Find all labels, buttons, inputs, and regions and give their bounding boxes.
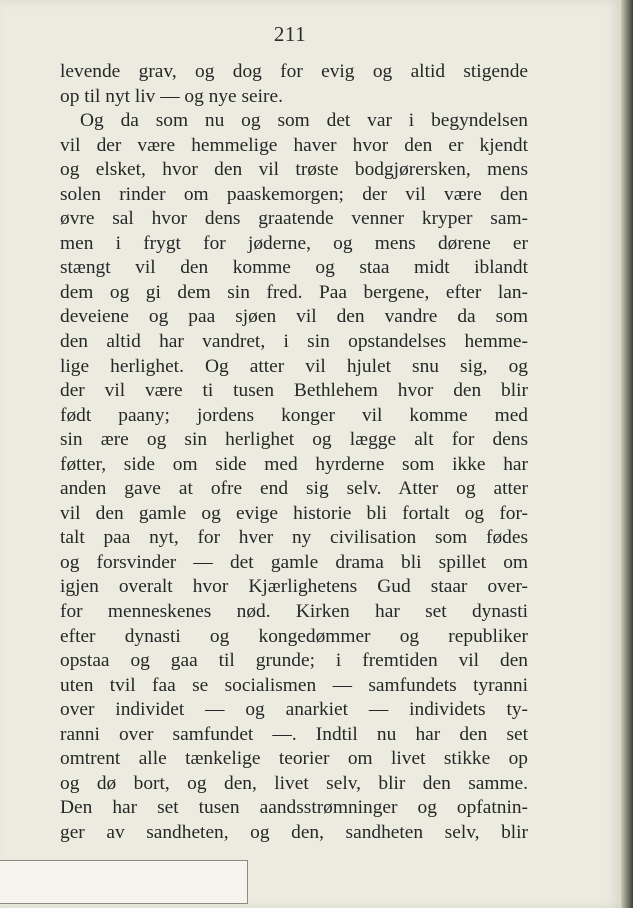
text-line-1: levende grav, og dog for evig og altid stigende — [60, 61, 528, 82]
text-line-13: lige herlighet. Og atter vil hjulet snu sig, og — [60, 355, 528, 377]
text-line-23: for menneskenes nød. Kirken har set dynasti — [60, 601, 528, 623]
text-line-6: solen rinder om paaskemorgen; der vil være den — [60, 183, 528, 205]
text-line-29: omtrent alle tænkelige teorier om livet stikke op — [60, 748, 528, 770]
body-text — [60, 60, 528, 846]
text-line-11: deveiene og paa sjøen vil den vandre da som — [60, 306, 528, 328]
text-line-3: Og da som nu og som det var i begyndelsen — [80, 110, 528, 132]
text-line-26: uten tvil faa se socialismen — samfundets tyranni — [60, 674, 528, 696]
text-line-24: efter dynasti og kongedømmer og republiker — [60, 625, 528, 647]
text-line-15: født paany; jordens konger vil komme med — [60, 404, 528, 426]
text-line-28: ranni over samfundet —. Indtil nu har den set — [60, 723, 528, 745]
text-line-12: den altid har vandret, i sin opstandelses hemme- — [60, 331, 528, 353]
text-line-14: der vil være ti tusen Bethlehem hvor den blir — [60, 380, 528, 402]
text-line-31: Den har set tusen aandsstrømninger og opfatnin- — [60, 797, 528, 819]
page-edge-shadow — [621, 0, 633, 908]
text-line-8: men i frygt for jøderne, og mens dørene er — [60, 232, 528, 254]
text-line-32: ger av sandheten, og den, sandheten selv, blir — [60, 821, 528, 843]
text-line-25: opstaa og gaa til grunde; i fremtiden vil den — [60, 650, 528, 672]
text-line-4: vil der være hemmelige haver hvor den er kjendt — [60, 134, 528, 156]
text-line-17: føtter, side om side med hyrderne som ikke har — [60, 453, 528, 475]
text-line-20: talt paa nyt, for hver ny civilisation som fødes — [60, 527, 528, 549]
text-line-21: og forsvinder — det gamle drama bli spillet om — [60, 551, 528, 573]
text-line-2: op til nyt liv — og nye seire. — [60, 85, 283, 107]
text-line-30: og dø bort, og den, livet selv, blir den samme. — [60, 772, 528, 794]
text-line-18: anden gave at ofre end sig selv. Atter og atter — [60, 478, 528, 500]
text-line-16: sin ære og sin herlighet og lægge alt for dens — [60, 429, 528, 451]
text-line-9: stængt vil den komme og staa midt iblandt — [60, 257, 528, 279]
page-number: 211 — [273, 22, 307, 46]
text-line-7: øvre sal hvor dens graatende venner kryper sam- — [60, 208, 528, 230]
text-line-5: og elsket, hvor den vil trøste bodgjørersken, mens — [60, 159, 528, 181]
text-line-27: over individet — og anarkiet — individets ty- — [60, 699, 528, 721]
text-line-22: igjen overalt hvor Kjærlighetens Gud staar over- — [60, 576, 528, 598]
text-line-10: dem og gi dem sin fred. Paa bergene, efter lan- — [60, 281, 528, 303]
library-label-slip — [0, 860, 248, 904]
text-line-19: vil den gamle og evige historie bli fortalt og for- — [60, 502, 528, 524]
